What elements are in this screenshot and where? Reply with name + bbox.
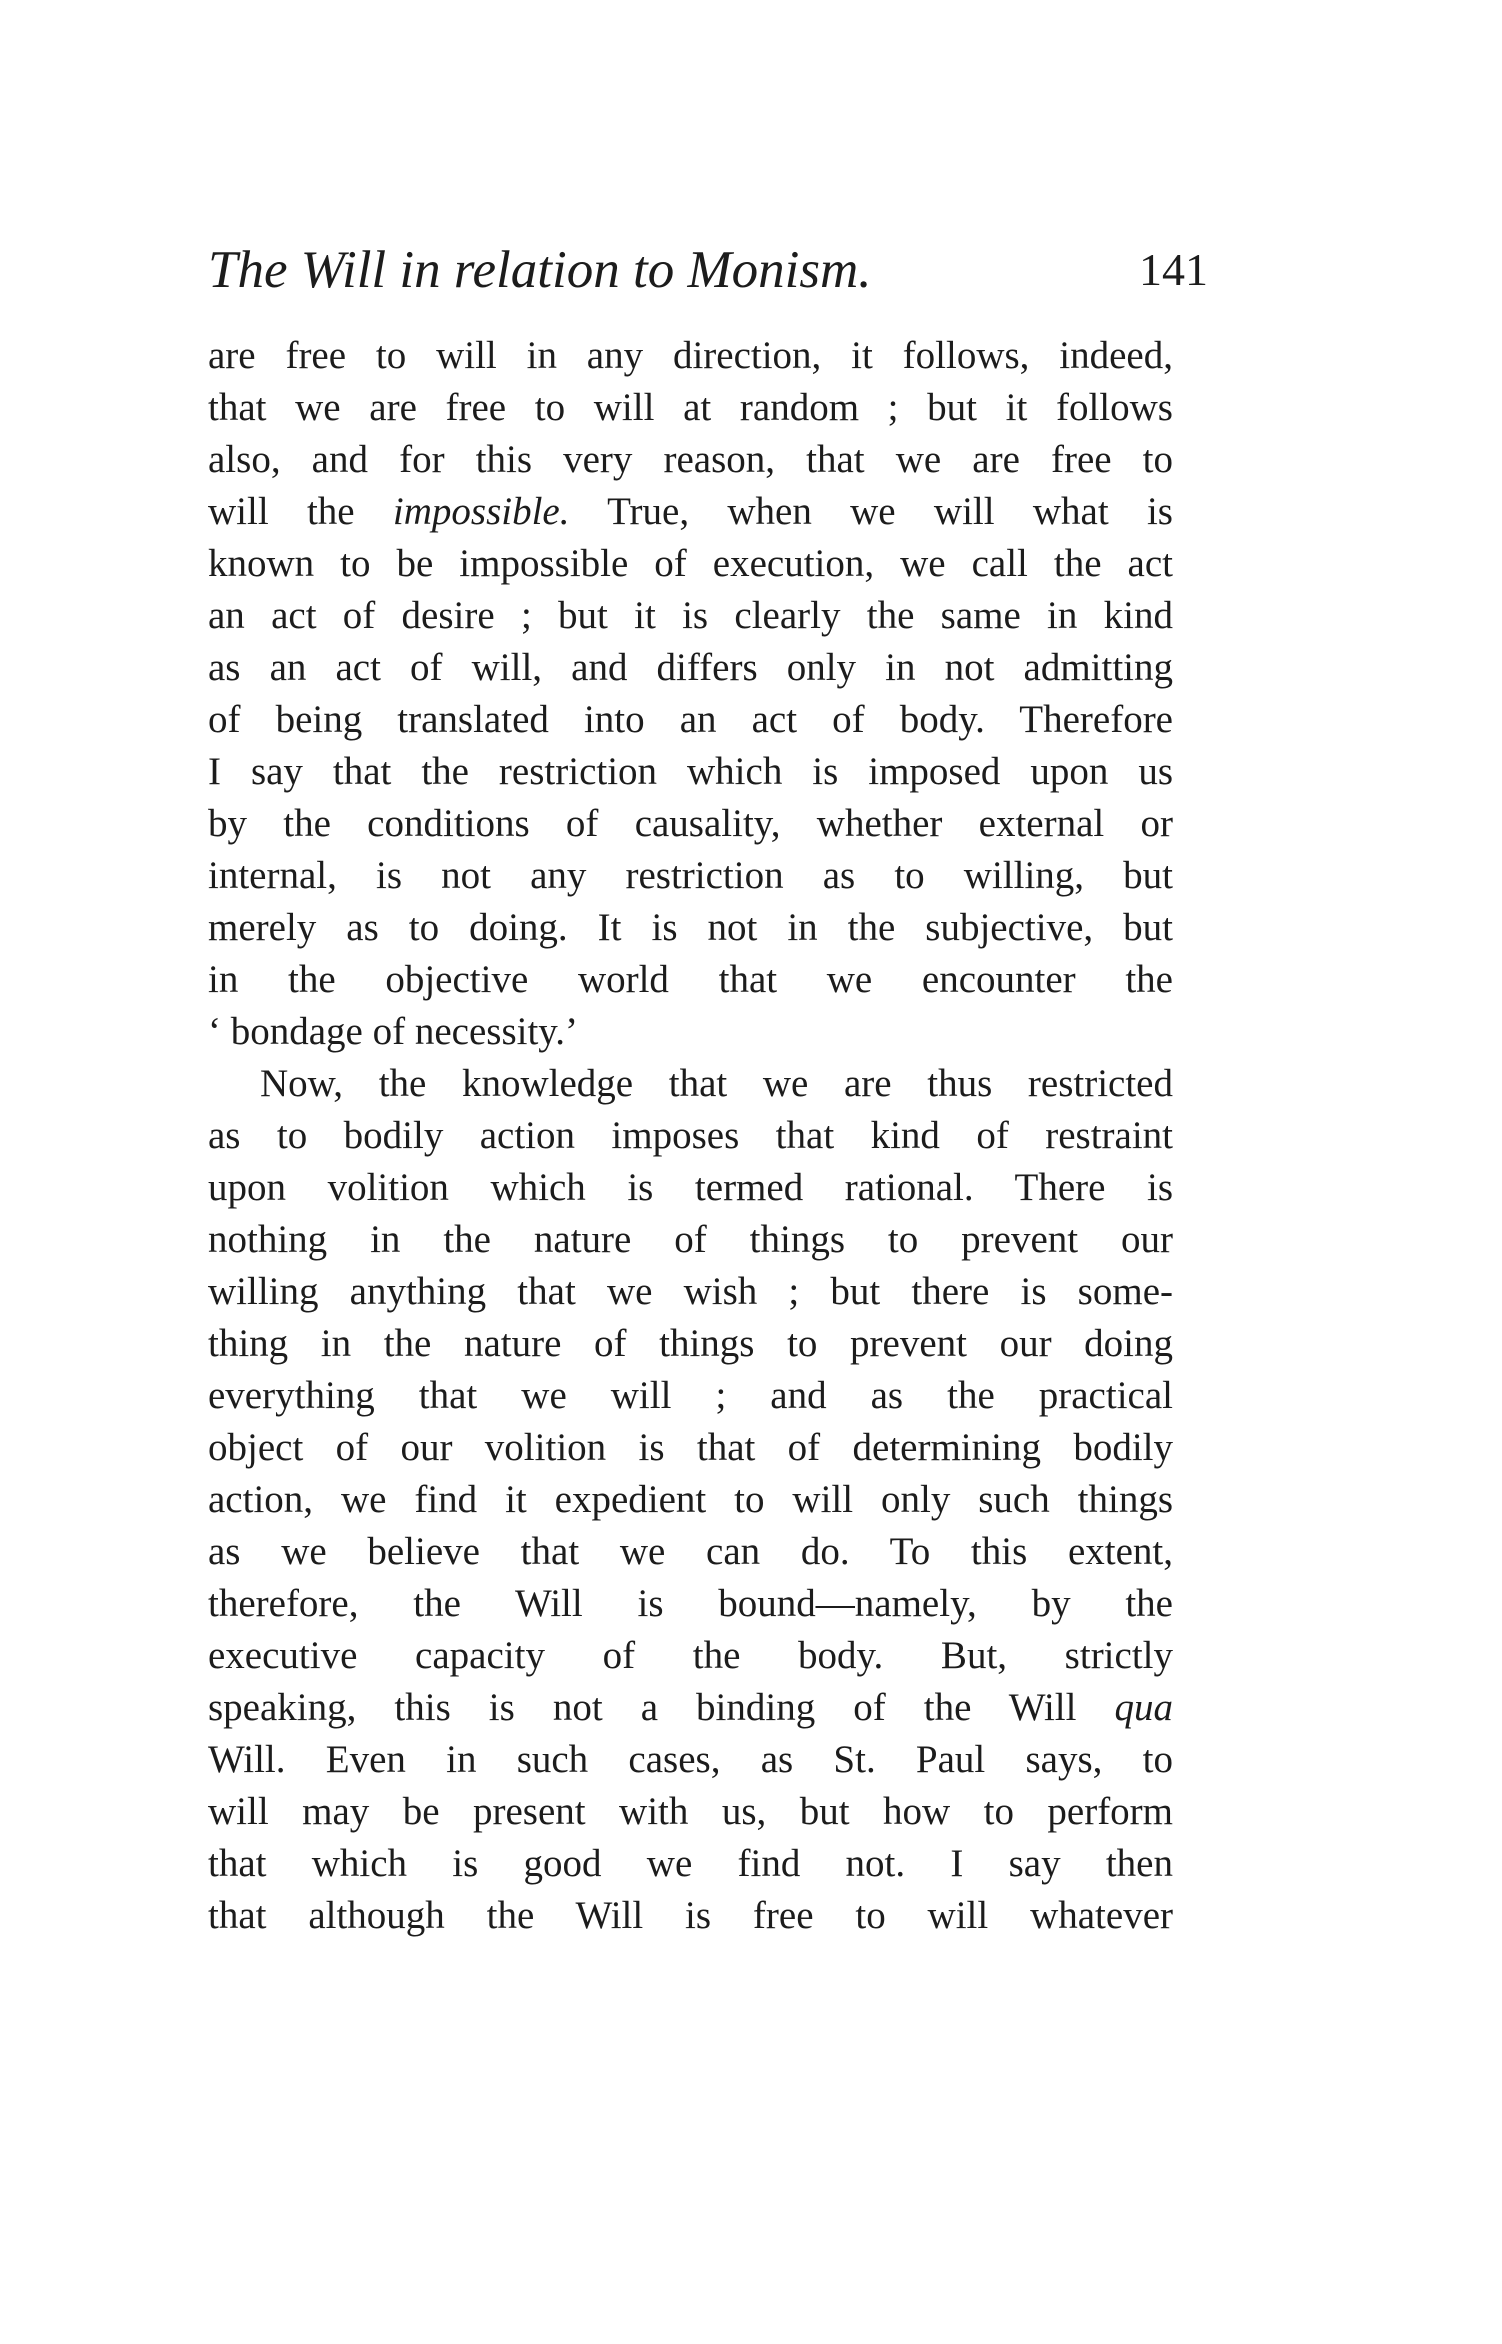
text-line: in the objective world that we encounter the [208, 958, 1173, 1001]
text-line: as we believe that we can do. To this extent, [208, 1530, 1173, 1573]
text-line: known to be impossible of execution, we call the act [208, 542, 1173, 585]
text-line: that we are free to will at random ; but it follows [208, 386, 1173, 429]
text-line: therefore, the Will is bound—namely, by the [208, 1582, 1173, 1625]
text-line: thing in the nature of things to prevent our doing [208, 1322, 1173, 1365]
running-title: The Will in relation to Monism. [208, 241, 872, 299]
text-line: internal, is not any restriction as to willing, but [208, 854, 1173, 897]
body-text [208, 330, 1173, 1942]
text-line: an act of desire ; but it is clearly the same in kind [208, 594, 1173, 637]
text-line: upon volition which is termed rational. There is [208, 1166, 1173, 1209]
text-line: will the impossible. True, when we will what is [208, 490, 1173, 533]
text-line: willing anything that we wish ; but there is some- [208, 1270, 1173, 1313]
text-line: ‘ bondage of necessity.’ [208, 1010, 579, 1053]
text-line: by the conditions of causality, whether external or [208, 802, 1173, 845]
text-line: that although the Will is free to will whatever [208, 1894, 1173, 1937]
text-line: Now, the knowledge that we are thus restricted [260, 1062, 1173, 1105]
text-line: I say that the restriction which is imposed upon us [208, 750, 1173, 793]
text-line: of being translated into an act of body. Therefore [208, 698, 1173, 741]
text-line: nothing in the nature of things to prevent our [208, 1218, 1173, 1261]
text-line: that which is good we find not. I say then [208, 1842, 1173, 1885]
text-line: as an act of will, and differs only in not admitting [208, 646, 1173, 689]
italic-word: impossible. [392, 490, 570, 533]
text-line: merely as to doing. It is not in the subjective, but [208, 906, 1173, 949]
text-line: Will. Even in such cases, as St. Paul says, to [208, 1738, 1173, 1781]
text-line: object of our volition is that of determining bodily [208, 1426, 1173, 1469]
running-header [208, 235, 1208, 305]
text-line: speaking, this is not a binding of the Will qua [208, 1686, 1173, 1729]
text-line: as to bodily action imposes that kind of restraint [208, 1114, 1173, 1157]
text-line: everything that we will ; and as the practical [208, 1374, 1173, 1417]
text-line: are free to will in any direction, it follows, indeed, [208, 334, 1173, 377]
page-number: 141 [1139, 244, 1208, 295]
text-line: will may be present with us, but how to perform [208, 1790, 1173, 1833]
italic-word: qua [1114, 1686, 1173, 1729]
text-line: action, we find it expedient to will only such things [208, 1478, 1173, 1521]
text-line: executive capacity of the body. But, strictly [208, 1634, 1173, 1677]
text-line: also, and for this very reason, that we are free to [208, 438, 1173, 481]
